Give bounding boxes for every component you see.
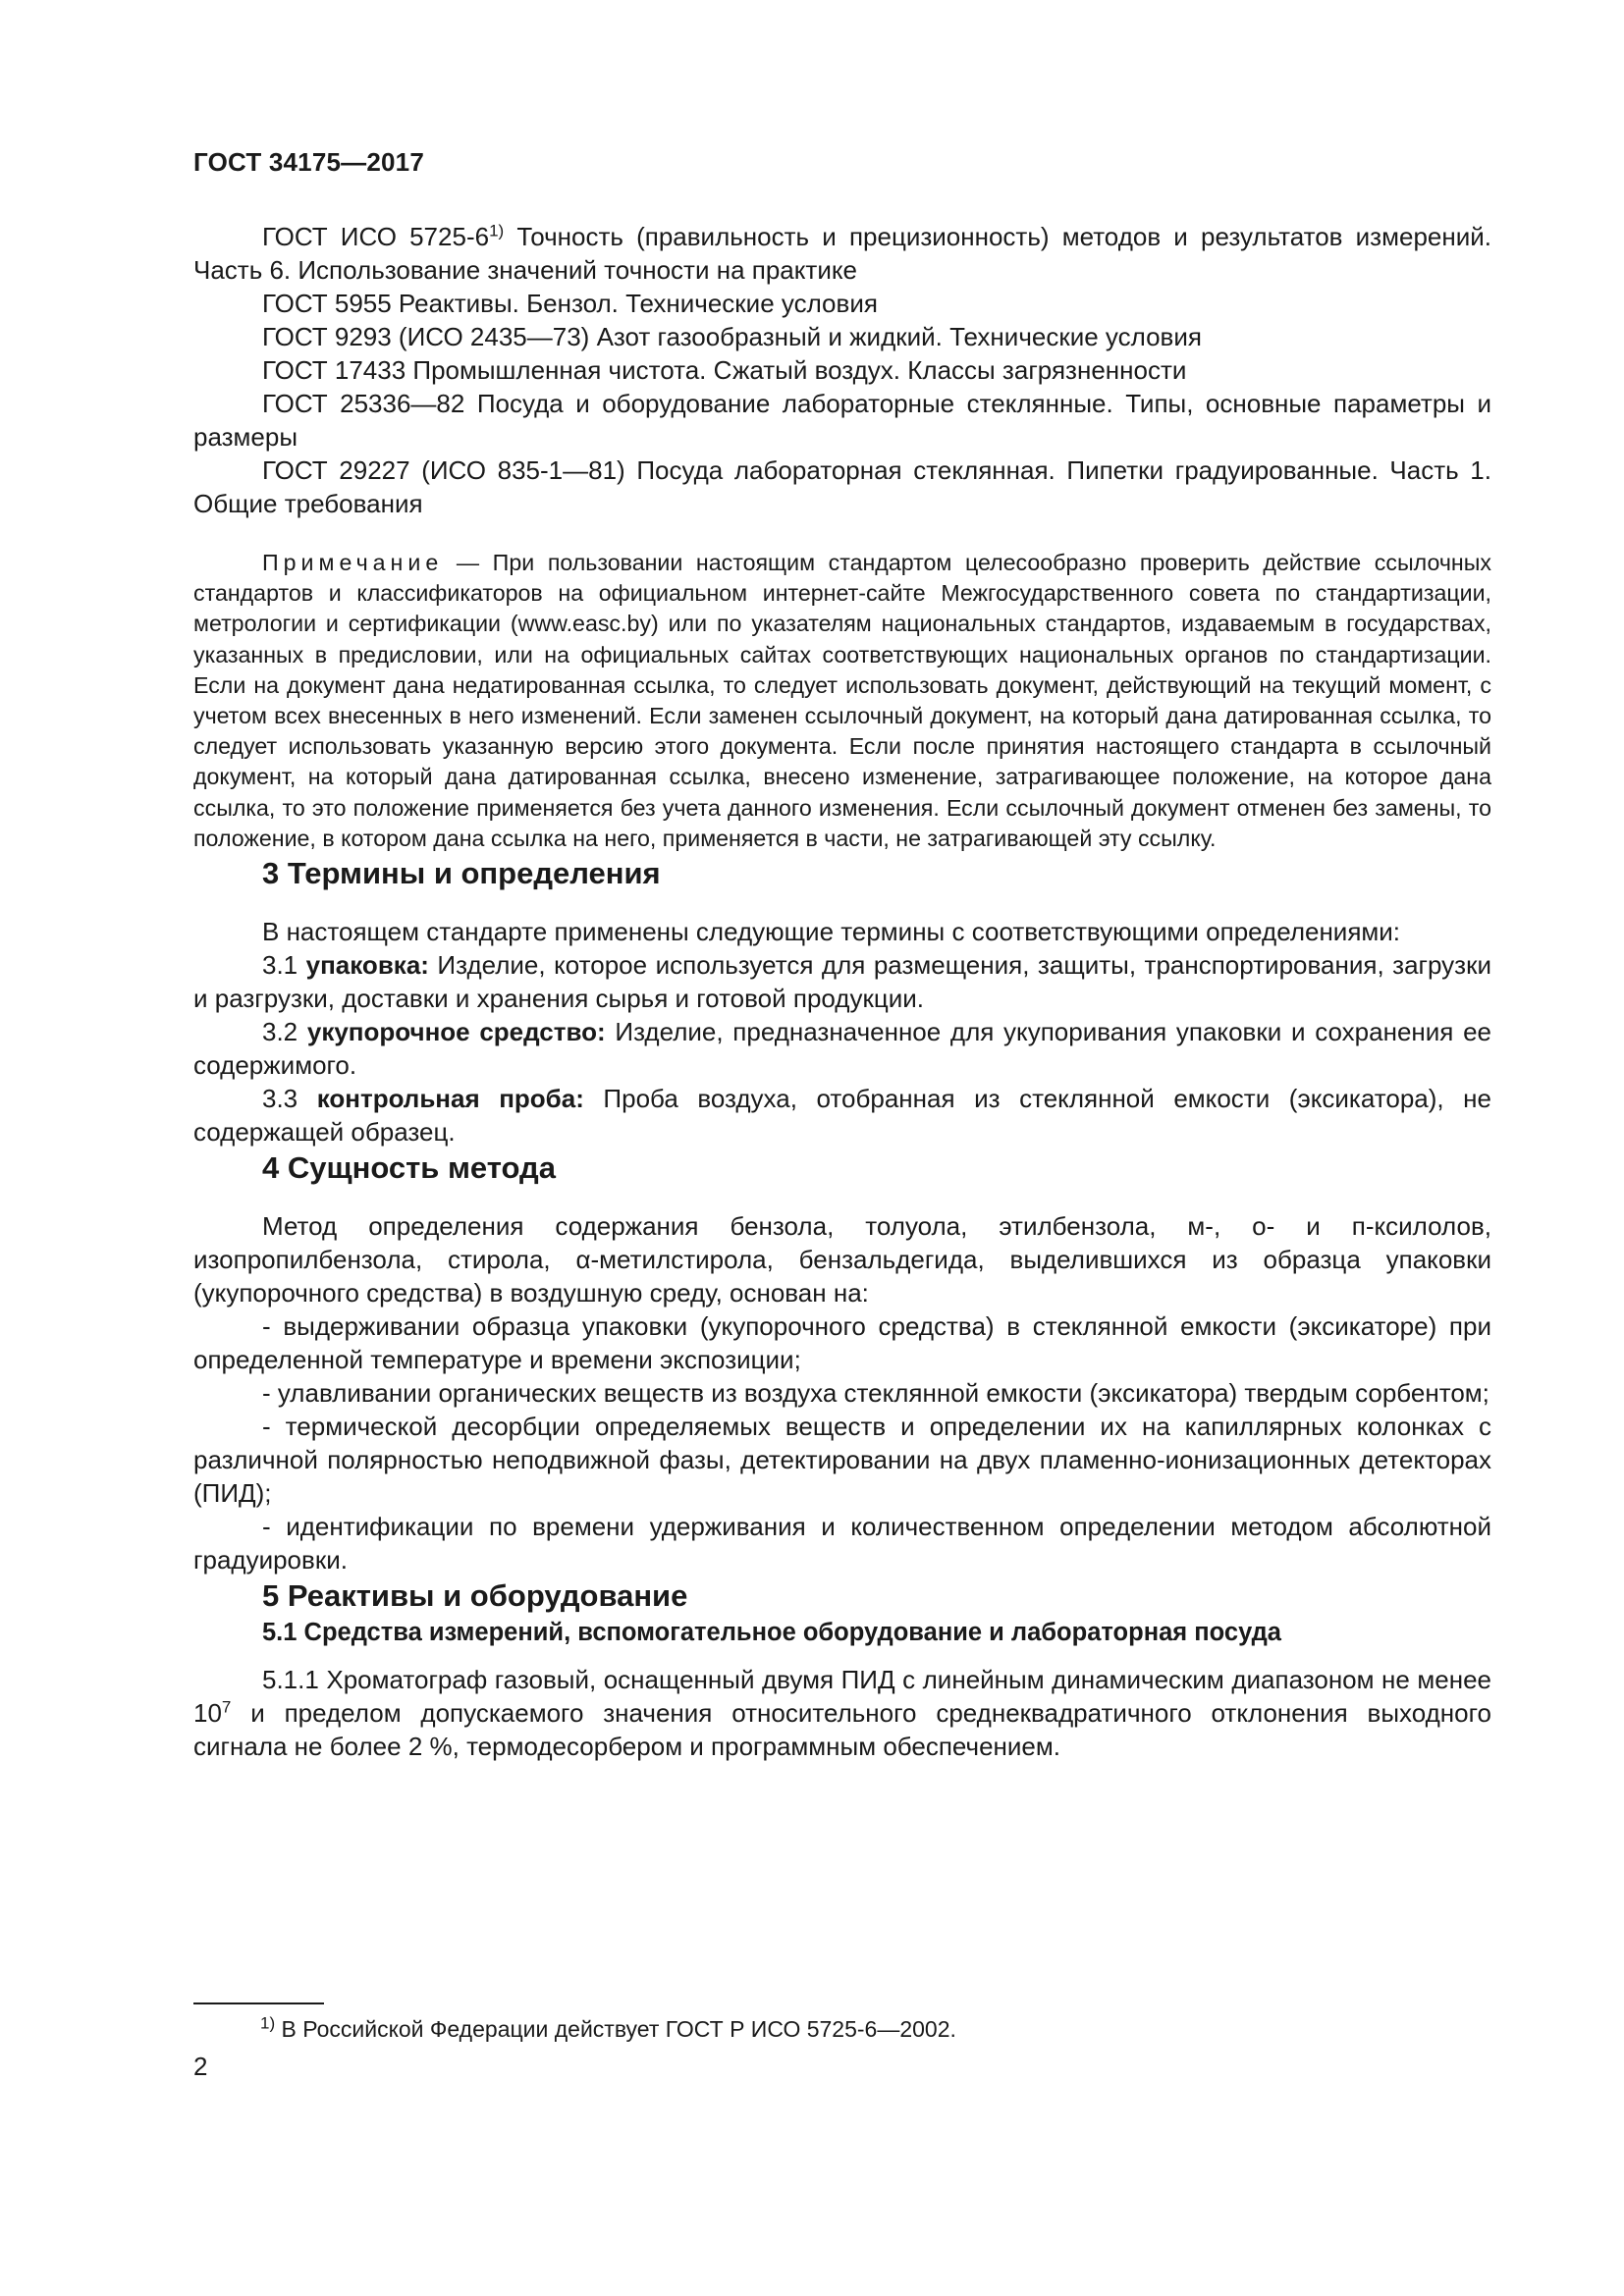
- normative-references-list: [193, 220, 1491, 520]
- section-4-intro: Метод определения содержания бензола, толуола, этилбензола, м-, о- и п-ксилолов, изопропилбензола, стирола, α-метилстирола, бензальдегида, выделившихся из образца упаковки (укупорочного средства) в воздушную среду, основан на:: [193, 1211, 1491, 1308]
- method-list-item: - выдерживании образца упаковки (укупорочного средства) в стеклянной емкости (эксикаторе) при определенной температуре и времени экспозиции;: [193, 1311, 1491, 1375]
- section-4-title: 4 Сущность метода: [262, 1150, 556, 1186]
- section-5-title: 5 Реактивы и оборудование: [262, 1578, 688, 1614]
- reference-text: Точность (правильность и прецизионность) методов и результатов измерений. Часть 6. Использование значений точности на практике: [193, 222, 1491, 285]
- subsection-5-1-title: 5.1 Средства измерений, вспомогательное оборудование и лабораторная посуда: [262, 1619, 1281, 1647]
- reference-item: [193, 220, 1491, 287]
- term-name: упаковка:: [305, 950, 429, 981]
- footnote: [260, 2014, 956, 2044]
- paragraph-5-1-1-start: 5.1.1 Хроматограф газовый, оснащенный двумя ПИД с линейным динамическим диапазоном не менее 10: [193, 1665, 1491, 1729]
- section-4-body: [193, 1209, 1491, 1576]
- page-content: [193, 220, 1491, 1763]
- exponent: 7: [221, 1697, 232, 1717]
- term-definition: [193, 1082, 1491, 1148]
- term-number: 3.3: [262, 1084, 317, 1114]
- note-text: — При пользовании настоящим стандартом целесообразно проверить действие ссылочных стандартов и классификаторов на официальном интернет-сайте Межгосударственного совета по стандартизации, метрологии и сертификации (www.easc.by) или по указателям национальных стандартов, издаваемым в государствах, указанных в предисловии, или на официальных сайтах соответствующих национальных органов по стандартизации. Если на документ дана недатированная ссылка, то следует использовать документ, действующий на текущий момент, с учетом всех внесенных в него изменений. Если заменен ссылочный документ, на который дана датированная ссылка, то следует использовать указанную версию этого документа. Если после принятия настоящего стандарта в ссылочный документ, на который дана датированная ссылка, внесено изменение, затрагивающее положение, на которое дана ссылка, то это положение применяется без учета данного изменения. Если ссылочный документ отменен без замены, то положение, в котором дана ссылка на него, применяется в части, не затрагивающей эту ссылку.: [193, 550, 1491, 851]
- method-list-item: - термической десорбции определяемых веществ и определении их на капиллярных колонках с различной полярностью неподвижной фазы, детектировании на двух пламенно-ионизационных детекторах (ПИД);: [193, 1412, 1491, 1509]
- term-number: 3.2: [262, 1017, 307, 1047]
- footnote-marker: 1): [489, 221, 505, 240]
- term-definition: [193, 1015, 1491, 1082]
- page-number: 2: [193, 2052, 208, 2081]
- reference-item: ГОСТ 5955 Реактивы. Бензол. Технические условия: [262, 289, 878, 318]
- method-list-item: - идентификации по времени удерживания и количественном определении методом абсолютной градуировки.: [193, 1512, 1491, 1575]
- reference-item: ГОСТ 17433 Промышленная чистота. Сжатый воздух. Классы загрязненности: [262, 355, 1187, 385]
- term-text: Изделие, которое используется для размещения, защиты, транспортирования, загрузки и разгрузки, доставки и хранения сырья и готовой продукции.: [193, 950, 1492, 1014]
- document-code-header: ГОСТ 34175—2017: [193, 147, 424, 177]
- term-number: 3.1: [262, 950, 306, 981]
- term-name: укупорочное средство:: [306, 1017, 606, 1047]
- footnote-text: В Российской Федерации действует ГОСТ Р ИСО 5725-6—2002.: [275, 2016, 956, 2042]
- reference-item: ГОСТ 29227 (ИСО 835-1—81) Посуда лабораторная стеклянная. Пипетки градуированные. Часть 1. Общие требования: [193, 455, 1491, 518]
- section-3-body: [193, 915, 1491, 1148]
- note-paragraph: [193, 548, 1491, 854]
- footnote-mark: 1): [260, 2013, 276, 2033]
- term-name: контрольная проба:: [316, 1084, 584, 1114]
- reference-item: ГОСТ 25336—82 Посуда и оборудование лабораторные стеклянные. Типы, основные параметры и размеры: [193, 389, 1491, 452]
- reference-code: ГОСТ ИСО 5725-6: [262, 222, 490, 251]
- term-text: Изделие, предназначенное для укупоривания упаковки и сохранения ее содержимого.: [193, 1017, 1491, 1081]
- footnote-divider: [193, 2002, 324, 2004]
- note-label: Примечание: [262, 550, 444, 575]
- method-list-item: - улавливании органических веществ из воздуха стеклянной емкости (эксикатора) твердым сорбентом;: [262, 1378, 1489, 1409]
- section-5-body: [193, 1663, 1491, 1763]
- section-3-intro: В настоящем стандарте применены следующие термины с соответствующими определениями:: [262, 917, 1401, 947]
- paragraph-5-1-1: [193, 1663, 1491, 1763]
- term-definition: [193, 948, 1491, 1015]
- section-3-title: 3 Термины и определения: [262, 856, 661, 891]
- term-text: Проба воздуха, отобранная из стеклянной емкости (эксикатора), не содержащей образец.: [193, 1084, 1491, 1148]
- reference-item: ГОСТ 9293 (ИСО 2435—73) Азот газообразный и жидкий. Технические условия: [262, 322, 1202, 351]
- paragraph-5-1-1-end: и пределом допускаемого значения относительного среднеквадратичного отклонения выходного сигнала не более 2 %, термодесорбером и программным обеспечением.: [193, 1698, 1491, 1762]
